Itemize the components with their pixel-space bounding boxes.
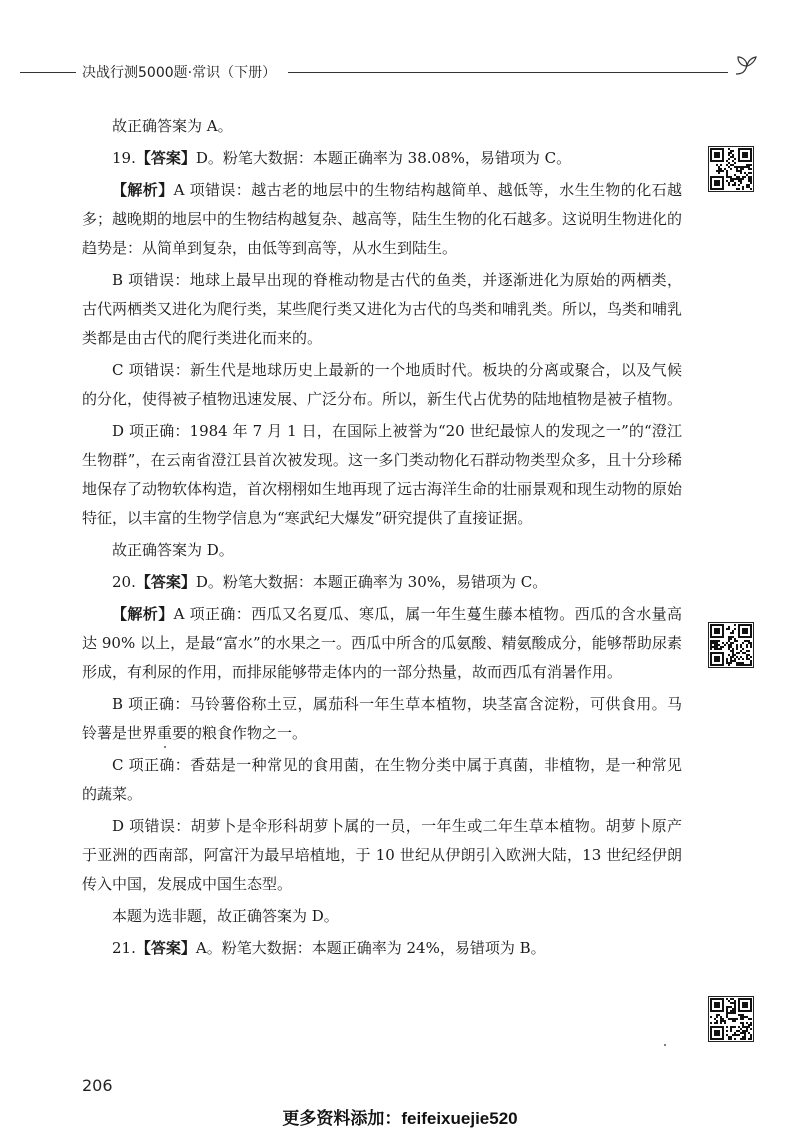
footer-handle: feifeixuejie520 [401, 1109, 518, 1128]
qr-code-icon [709, 997, 753, 1041]
answer-text: A。粉笔大数据：本题正确率为 24%，易错项为 B。 [195, 939, 546, 957]
page-number: 206 [82, 1076, 113, 1095]
answer-text: D。粉笔大数据：本题正确率为 38.08%，易错项为 C。 [195, 149, 572, 167]
footer-prefix: 更多资料添加： [282, 1109, 402, 1129]
option-d-explanation: D 项错误：胡萝卜是伞形科胡萝卜属的一员，一年生或二年生草本植物。胡萝卜原产于亚洲的西南部，阿富汗为最早培植地，于 10 世纪从伊朗引入欧洲大陆，13 世纪经伊朗传入中国，发展成中国生态型。 [82, 817, 682, 893]
book-title: 决战行测5000题·常识（下册） [82, 65, 277, 81]
page-content [82, 112, 682, 966]
analysis-19 [82, 176, 682, 263]
option-b-explanation: B 项正确：马铃薯俗称土豆，属茄科一年生草本植物，块茎富含淀粉，可供食用。马铃薯是世界重要的粮食作物之一。 [82, 695, 682, 742]
analysis-label: 【解析】 [112, 181, 174, 199]
qr-code-icon [709, 623, 753, 667]
answer-label: 【答案】 [135, 573, 196, 591]
header-rule-left [20, 72, 76, 73]
print-speck [664, 1044, 666, 1046]
answer-21 [82, 934, 682, 963]
question-number: 20. [112, 573, 136, 591]
question-number: 19. [112, 149, 136, 167]
running-header [0, 60, 800, 84]
qr-code-21[interactable] [708, 996, 754, 1042]
answer-label: 【答案】 [135, 149, 196, 167]
qr-code-19[interactable] [708, 146, 754, 192]
analysis-text: A 项错误：越古老的地层中的生物结构越简单、越低等，水生生物的化石越多；越晚期的地层中的生物结构越复杂、越高等，陆生生物的化石越多。这说明生物进化的趋势是：从简单到复杂，由低等到高等，从水生到陆生。 [82, 181, 683, 257]
header-rule-right [288, 72, 728, 73]
question-number: 21. [112, 939, 136, 957]
qr-code-20[interactable] [708, 622, 754, 668]
conclusion-line: 故正确答案为 D。 [112, 541, 234, 559]
analysis-label: 【解析】 [112, 605, 174, 623]
option-c-explanation: C 项错误：新生代是地球历史上最新的一个地质时代。板块的分离或聚合，以及气候的分化，使得被子植物迅速发展、广泛分布。所以，新生代占优势的陆地植物是被子植物。 [82, 361, 683, 408]
option-b-explanation: B 项错误：地球上最早出现的脊椎动物是古代的鱼类，并逐渐进化为原始的两栖类，古代两栖类又进化为爬行类，某些爬行类又进化为古代的鸟类和哺乳类。所以，鸟类和哺乳类都是由古代的爬行类进化而来的。 [82, 271, 683, 347]
footer-note [0, 1104, 800, 1129]
answer-20 [82, 568, 682, 597]
option-d-explanation: D 项正确：1984 年 7 月 1 日，在国际上被誉为“20 世纪最惊人的发现之一”的“澄江生物群”，在云南省澄江县首次被发现。这一多门类动物化石群动物类型众多，且十分珍稀地保存了动物软体构造，首次栩栩如生地再现了远古海洋生命的壮丽景观和现生动物的原始特征，以丰富的生物学信息为“寒武纪大爆发”研究提供了直接证据。 [82, 422, 683, 527]
answer-label: 【答案】 [135, 939, 196, 957]
answer-19 [82, 144, 682, 173]
answer-text: D。粉笔大数据：本题正确率为 30%，易错项为 C。 [195, 573, 548, 591]
conclusion-line: 本题为选非题，故正确答案为 D。 [112, 907, 339, 925]
qr-code-icon [709, 147, 753, 191]
option-c-explanation: C 项正确：香菇是一种常见的食用菌，在生物分类中属于真菌，非植物，是一种常见的蔬菜。 [82, 756, 682, 803]
sprout-icon [730, 54, 760, 80]
print-speck [164, 746, 166, 748]
analysis-text: A 项正确：西瓜又名夏瓜、寒瓜，属一年生蔓生藤本植物。西瓜的含水量高达 90% 以上，是最“富水”的水果之一。西瓜中所含的瓜氨酸、精氨酸成分，能够帮助尿素形成，有利尿的作用，而排尿能够带走体内的一部分热量，故而西瓜有消暑作用。 [82, 605, 682, 681]
conclusion-line: 故正确答案为 A。 [112, 117, 233, 135]
analysis-20 [82, 600, 682, 687]
